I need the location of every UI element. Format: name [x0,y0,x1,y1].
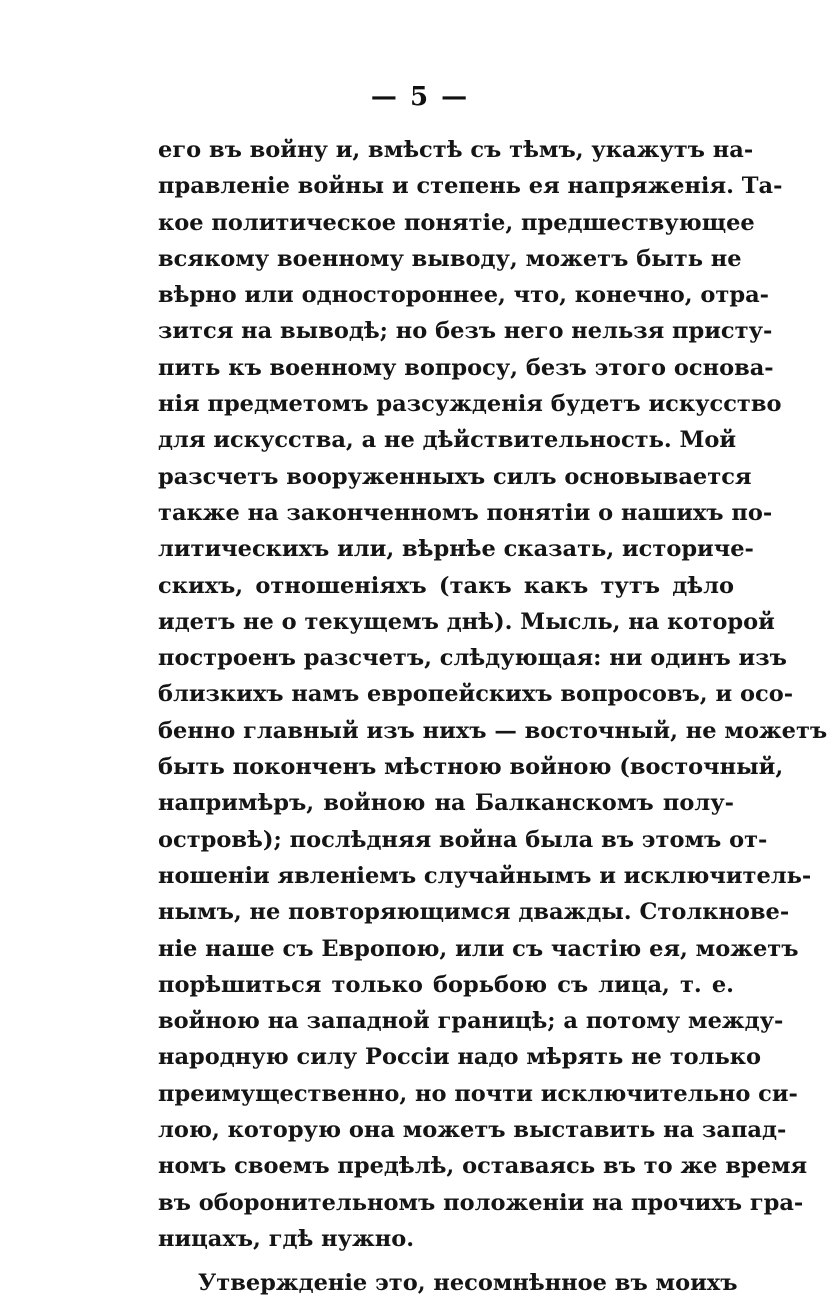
text-line: зится на выводѣ; но безъ него нельзя присту- [158,318,773,345]
text-line: бенно главный изъ нихъ — восточный, не можетъ [158,717,828,744]
text-line: Утвержденіе это, несомнѣнное въ моихъ [198,1270,738,1297]
text-line: островѣ); послѣдняя война была въ этомъ от- [158,826,768,853]
text-line: войною на западной границѣ; а потому между- [158,1008,784,1035]
text-line: преимущественно, но почти исключительно си- [158,1080,798,1107]
text-line: въ оборонительномъ положеніи на прочихъ гра- [158,1189,804,1216]
text-line: быть поконченъ мѣстною войною (восточный, [158,754,784,781]
text-line: близкихъ намъ европейскихъ вопросовъ, и осо- [158,681,794,708]
text-line: его въ войну и, вмѣстѣ съ тѣмъ, укажутъ на- [158,137,754,163]
paragraph-gap [158,1257,734,1265]
text-line: для искусства, а не дѣйствительность. Мой [158,427,737,454]
text-line: лою, которую она можетъ выставить на запад- [158,1117,787,1144]
text-line: всякому военному выводу, можетъ быть не [158,245,742,272]
text-line: ницахъ, гдѣ нужно. [158,1225,415,1252]
text-line: кое политическое понятіе, предшествующее [158,209,755,236]
paragraph-2 [158,1265,738,1301]
body-text [158,132,828,1302]
text-line: идетъ не о текущемъ днѣ). Мысль, на которой [158,608,775,635]
text-line: пить къ военному вопросу, безъ этого основа- [158,354,774,381]
text-line: народную силу Россіи надо мѣрять не только [158,1044,762,1071]
text-line: нія предметомъ разсужденія будетъ искусство [158,391,782,418]
text-line: ніе наше съ Европою, или съ частію ея, можетъ [158,935,799,962]
text-line: правленіе войны и степень ея напряженія. Та- [158,173,783,200]
text-line: вѣрно или одностороннее, что, конечно, отра- [158,282,770,309]
text-line: порѣшиться только борьбою съ лица, т. е. [158,971,734,998]
text-line: номъ своемъ предѣлѣ, оставаясь въ то же время [158,1153,808,1180]
page-number: — 5 — [370,82,470,112]
text-line: ношеніи явленіемъ случайнымъ и исключитель- [158,862,812,889]
text-line: нымъ, не повторяющимся дважды. Столкнове- [158,899,790,926]
text-line: напримѣръ, войною на Балканскомъ полу- [158,790,734,817]
text-line: построенъ разсчетъ, слѣдующая: ни одинъ изъ [158,645,787,672]
text-line: литическихъ или, вѣрнѣе сказать, историче- [158,536,754,563]
text-line: скихъ, отношеніяхъ (такъ какъ тутъ дѣло [158,572,734,599]
text-line: также на законченномъ понятіи о нашихъ по- [158,499,773,526]
text-line: разсчетъ вооруженныхъ силъ основывается [158,463,752,490]
paragraph-1 [158,132,828,1257]
